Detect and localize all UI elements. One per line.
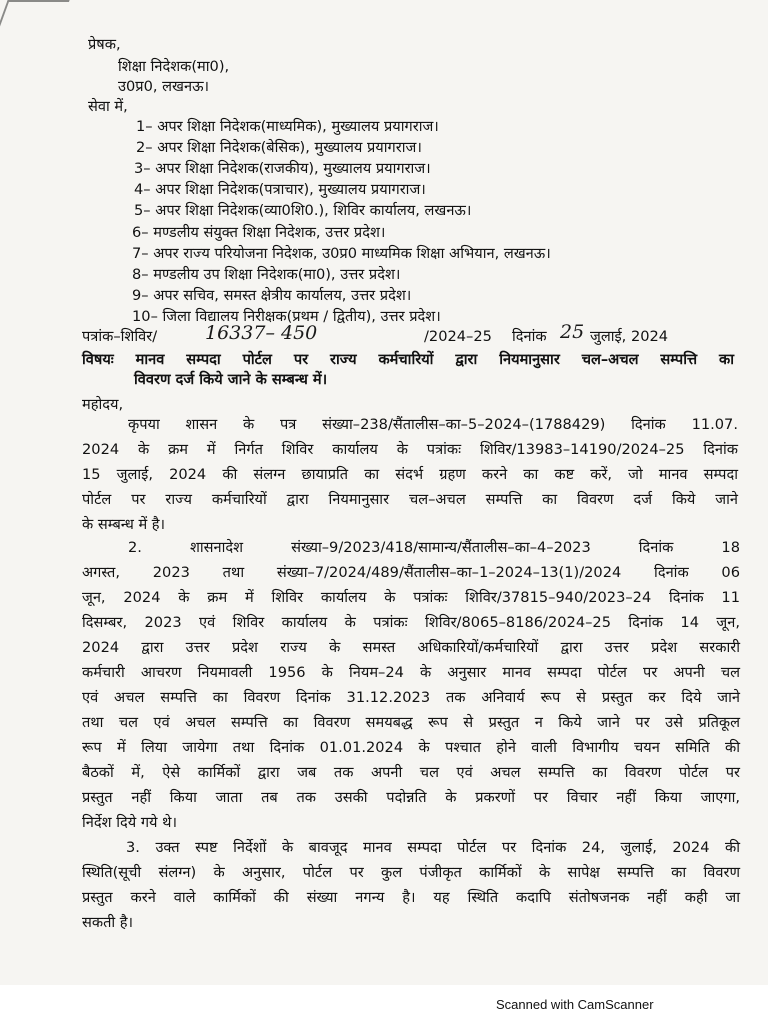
paragraph-2-line: रूप में लिया जायेगा तथा दिनांक 01.01.2024 के पश्चात होने वाली विभागीय चयन समिति की [82, 739, 740, 756]
recipients-label: सेवा में, [88, 98, 128, 115]
recipient-item: 5– अपर शिक्षा निदेशक(व्या0शि0.), शिविर कार्यालय, लखनऊ। [134, 202, 472, 219]
paragraph-2-line: अगस्त, 2023 तथा संख्या–7/2024/489/सैंतालीस–का–1–2024–13(1)/2024 दिनांक 06 [82, 564, 740, 581]
paragraph-2-line: प्रस्तुत नहीं किया जाता तब तक उसकी पदोन्नति के प्रकरणों पर विचार नहीं किया जाएगा, [82, 789, 740, 806]
paragraph-2-line: दिसम्बर, 2023 एवं शिविर कार्यालय के पत्रांकः शिविर/8065–8186/2024–25 दिनांक 14 जून, [82, 614, 740, 631]
recipient-item: 6– मण्डलीय संयुक्त शिक्षा निदेशक, उत्तर प्रदेश। [132, 224, 386, 241]
page-fold-mark [0, 0, 70, 42]
scanner-watermark: Scanned with CamScanner [496, 997, 654, 1012]
date-month-year: जुलाई, 2024 [590, 328, 669, 345]
recipient-item: 8– मण्डलीय उप शिक्षा निदेशक(मा0), उत्तर प्रदेश। [132, 266, 401, 283]
recipient-item: 3– अपर शिक्षा निदेशक(राजकीय), मुख्यालय प्रयागराज। [134, 160, 431, 177]
handwritten-date-day: 25 [560, 321, 585, 343]
paragraph-2-line: कर्मचारी आचरण नियमावली 1956 के नियम–24 के अनुसार मानव सम्पदा पोर्टल पर अपनी चल [82, 664, 740, 681]
paragraph-1-line: 15 जुलाई, 2024 की संलग्न छायाप्रति का संदर्भ ग्रहण करने का कष्ट करें, जो मानव सम्पदा [82, 466, 738, 483]
paragraph-2-line: तथा चल एवं अचल सम्पत्ति का विवरण समयबद्ध रूप से प्रस्तुत न किये जाने पर उसे प्रतिकूल [82, 714, 740, 731]
sender-designation: शिक्षा निदेशक(मा0), [118, 58, 230, 75]
reference-prefix: पत्रांक–शिविर/ [82, 328, 158, 345]
recipient-item: 7– अपर राज्य परियोजना निदेशक, उ0प्र0 माध्यमिक शिक्षा अभियान, लखनऊ। [132, 245, 551, 262]
paragraph-2-line: एवं अचल सम्पत्ति का विवरण दिनांक 31.12.2023 तक अनिवार्य रूप से प्रस्तुत कर दिये जाने [82, 689, 740, 706]
paragraph-2-line: 2024 द्वारा उत्तर प्रदेश राज्य के समस्त अधिकारियों/कर्मचारियों द्वारा उत्तर प्रदेश सरकारी [82, 639, 740, 656]
subject-line: विषयः मानव सम्पदा पोर्टल पर राज्य कर्मचारियों द्वारा नियमानुसार चल–अचल सम्पत्ति का [82, 351, 734, 368]
date-label: दिनांक [512, 328, 547, 345]
recipient-item: 2– अपर शिक्षा निदेशक(बेसिक), मुख्यालय प्रयागराज। [136, 139, 422, 156]
paragraph-2-line: 2. शासनादेश संख्या–9/2023/418/सामान्य/सैंतालीस–का–4–2023 दिनांक 18 [128, 539, 740, 556]
paragraph-3-line: सकती है। [82, 914, 134, 931]
paragraph-1-line: के सम्बन्ध में है। [82, 516, 166, 533]
paragraph-2-line: निर्देश दिये गये थे। [82, 814, 178, 831]
recipient-item: 10– जिला विद्यालय निरीक्षक(प्रथम / द्वितीय), उत्तर प्रदेश। [132, 308, 441, 325]
sender-place: उ0प्र0, लखनऊ। [118, 78, 210, 95]
paragraph-1-line: पोर्टल पर राज्य कर्मचारियों द्वारा नियमानुसार चल–अचल सम्पत्ति का विवरण दर्ज किये जाने [82, 491, 738, 508]
paragraph-3-line: 3. उक्त स्पष्ट निर्देशों के बावजूद मानव सम्पदा पोर्टल पर दिनांक 24, जुलाई, 2024 की [126, 839, 740, 856]
recipient-item: 4– अपर शिक्षा निदेशक(पत्राचार), मुख्यालय प्रयागराज। [134, 181, 426, 198]
salutation: महोदय, [82, 396, 124, 413]
paragraph-3-line: स्थिति(सूची संलग्न) के अनुसार, पोर्टल पर कुल पंजीकृत कार्मिकों के सापेक्ष सम्पत्ति का विवरण [82, 864, 740, 881]
paragraph-1-line: कृपया शासन के पत्र संख्या–238/सैंतालीस–का–5–2024–(1788429) दिनांक 11.07. [128, 416, 738, 433]
paragraph-2-line: बैठकों में, ऐसे कार्मिकों द्वारा जब तक अपनी चल एवं अचल सम्पत्ति का विवरण पोर्टल पर [82, 764, 740, 781]
subject-line: विवरण दर्ज किये जाने के सम्बन्ध में। [134, 371, 328, 388]
paragraph-1-line: 2024 के क्रम में निर्गत शिविर कार्यालय के पत्रांकः शिविर/13983–14190/2024–25 दिनांक [82, 441, 738, 458]
paragraph-2-line: जून, 2024 के क्रम में शिविर कार्यालय के पत्रांकः शिविर/37815–940/2023–24 दिनांक 11 [82, 589, 740, 606]
handwritten-letter-number: 16337– 450 [205, 322, 318, 344]
recipient-item: 9– अपर सचिव, समस्त क्षेत्रीय कार्यालय, उत्तर प्रदेश। [132, 287, 412, 304]
paragraph-3-line: प्रस्तुत करने वाले कार्मिकों की संख्या नगन्य है। यह स्थिति कदापि संतोषजनक नहीं कही जा [82, 889, 740, 906]
recipient-item: 1– अपर शिक्षा निदेशक(माध्यमिक), मुख्यालय प्रयागराज। [136, 118, 439, 135]
reference-year: /2024–25 [424, 328, 492, 345]
sender-label: प्रेषक, [88, 36, 121, 53]
